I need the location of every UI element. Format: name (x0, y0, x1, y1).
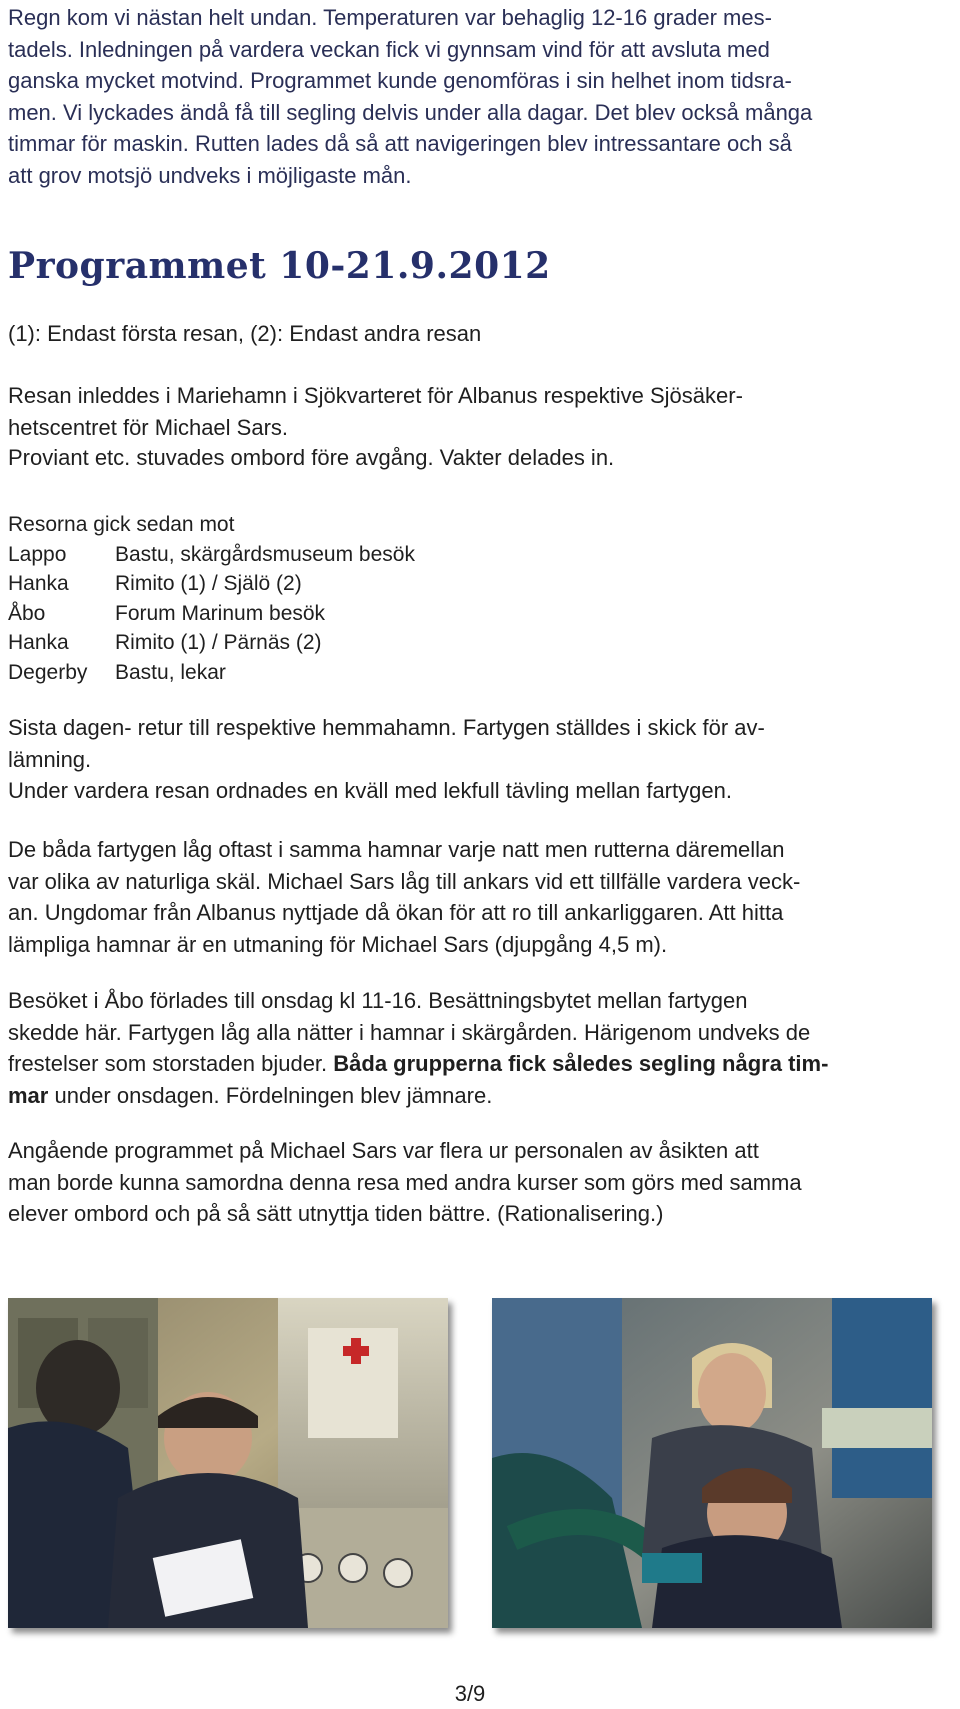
text-line: De båda fartygen låg oftast i samma hamnar varje natt men rutterna däremellan (8, 837, 785, 862)
text-segment: under onsdagen. Fördelningen blev jämnare. (48, 1082, 493, 1108)
itinerary-place: Hanka (8, 631, 69, 654)
itinerary-activity: Forum Marinum besök (115, 601, 326, 625)
last-day-paragraph (8, 712, 948, 807)
text-line: ganska mycket motvind. Programmet kunde genomföras i sin helhet inom tidsra- (8, 68, 792, 93)
text-line: an. Ungdomar från Albanus nyttjade då ökan för att ro till ankarliggaren. Att hitta (8, 900, 784, 925)
itinerary-place: Hanka (8, 572, 69, 595)
itinerary-activity: Bastu, skärgårdsmuseum besök (115, 542, 415, 566)
text-line: elever ombord och på så sätt utnyttja tiden bättre. (Rationalisering.) (8, 1201, 664, 1226)
text-line: hetscentret för Michael Sars. (8, 414, 289, 440)
bold-text-segment: Båda grupperna fick således segling några tim- (333, 1051, 829, 1076)
text-line: skedde här. Fartygen låg alla nätter i hamnar i skärgården. Härigenom undveks de (8, 1019, 811, 1045)
itinerary-list (8, 510, 415, 687)
text-line: var olika av naturliga skäl. Michael Sars låg till ankars vid ett tillfälle vardera veck- (8, 868, 801, 894)
photo-illustration (492, 1298, 932, 1628)
itinerary-place: Lappo (8, 542, 67, 566)
itinerary-row (8, 628, 415, 658)
text-line: Under vardera resan ordnades en kväll med lekfull tävling mellan fartygen. (8, 778, 732, 803)
text-line: man borde kunna samordna denna resa med andra kurser som görs med samma (8, 1169, 802, 1195)
harbor-paragraph (8, 834, 948, 960)
itinerary-place: Degerby (8, 660, 88, 684)
engine-room-photo-right (492, 1298, 932, 1628)
text-line: Regn kom vi nästan helt undan. Temperaturen var behaglig 12-16 grader mes- (8, 5, 772, 30)
text-line: men. Vi lyckades ändå få till segling delvis under alla dagar. Det blev också många (8, 99, 813, 125)
itinerary-title: Resorna gick sedan mot (8, 513, 235, 536)
text-line: Sista dagen- retur till respektive hemmahamn. Fartygen ställdes i skick för av- (8, 715, 765, 740)
text-line: (1): Endast första resan, (2): Endast andra resan (8, 321, 482, 346)
text-line: Proviant etc. stuvades ombord före avgång. Vakter delades in. (8, 445, 615, 470)
visit-paragraph (8, 985, 948, 1111)
text-line: Angående programmet på Michael Sars var flera ur personalen av åsikten att (8, 1138, 759, 1163)
itinerary-row (8, 569, 415, 599)
start-paragraph (8, 380, 948, 443)
page-number: 3/9 (454, 1681, 486, 1706)
itinerary-place: Åbo (8, 601, 46, 625)
itinerary-row (8, 658, 415, 688)
itinerary-row (8, 540, 415, 570)
itinerary-row (8, 599, 415, 629)
text-line: tadels. Inledningen på vardera veckan fick vi gynnsam vind för att avsluta med (8, 36, 770, 62)
text-line: att grov motsjö undveks i möjligaste mån. (8, 162, 412, 188)
text-line: lämning. (8, 746, 92, 772)
text-line: Besöket i Åbo förlades till onsdag kl 11-16. Besättningsbytet mellan fartygen (8, 988, 748, 1013)
itinerary-activity: Bastu, lekar (115, 660, 226, 684)
text-line (8, 1048, 948, 1080)
intro-paragraph (8, 2, 948, 191)
provisions-paragraph (8, 442, 948, 474)
michael-sars-paragraph (8, 1135, 948, 1230)
engine-room-photo-left (8, 1298, 448, 1628)
bold-text-segment: mar (8, 1082, 49, 1108)
text-segment: frestelser som storstaden bjuder. (8, 1051, 334, 1076)
photo-illustration (8, 1298, 448, 1628)
text-line (8, 1080, 948, 1112)
itinerary-activity: Rimito (1) / Pärnäs (2) (115, 631, 322, 654)
text-line: timmar för maskin. Rutten lades då så att navigeringen blev intressantare och så (8, 131, 792, 156)
text-line: lämpliga hamnar är en utmaning för Michael Sars (djupgång 4,5 m). (8, 931, 668, 957)
itinerary-activity: Rimito (1) / Själö (2) (115, 572, 302, 595)
text-line: Resan inleddes i Mariehamn i Sjökvarteret för Albanus respektive Sjösäker- (8, 383, 743, 408)
legend-note (8, 318, 948, 350)
program-heading: Programmet 10-21.9.2012 (8, 245, 551, 287)
